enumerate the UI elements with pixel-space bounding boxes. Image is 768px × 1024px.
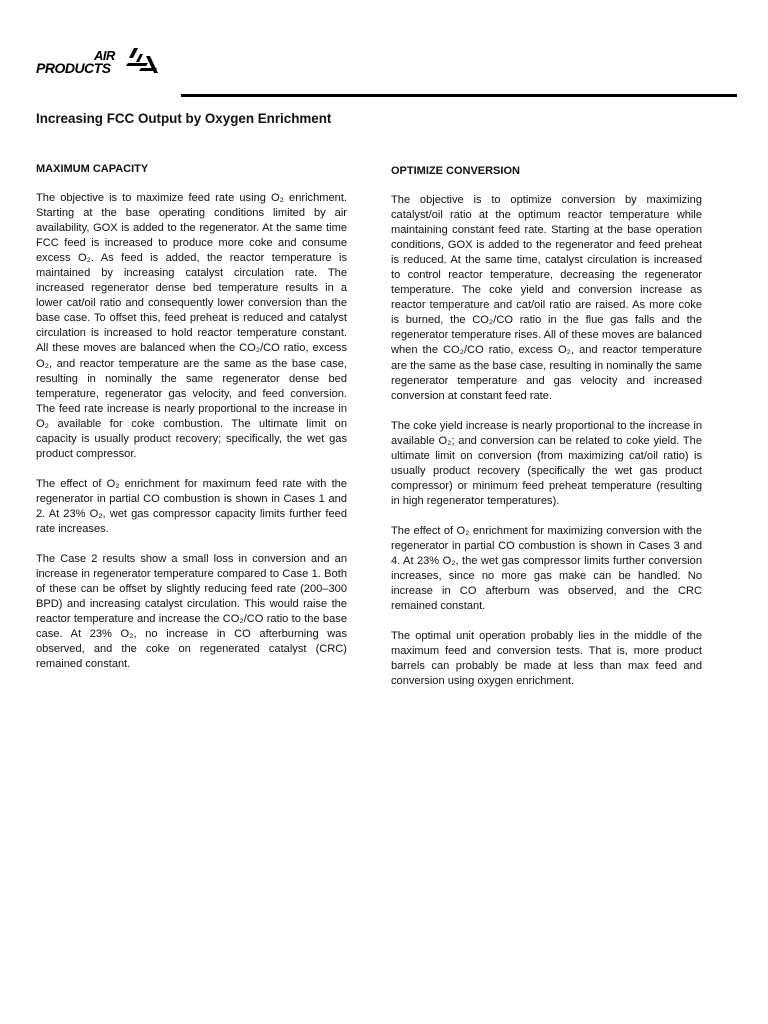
air-products-logo (36, 44, 162, 80)
document-title: Increasing FCC Output by Oxygen Enrichment (36, 111, 332, 126)
logo-line-air: AIR (94, 48, 115, 63)
section-heading-optimize-conversion: OPTIMIZE CONVERSION (391, 165, 520, 177)
paragraph: The Case 2 results show a small loss in conversion and an increase in regenerator temperature compared to Case 1. Both of these can be offset by slightly reducing feed rate (200–300 BPD) and increasing catalyst circulation. This would raise the reactor temperature and increase the CO₂/CO ratio to the base case. At 23% O₂, no increase in CO afterburning was observed, and the coke on regenerated catalyst (CRC) remained constant. (36, 553, 347, 671)
paragraph: The objective is to optimize conversion by maximizing catalyst/oil ratio at the optimum reactor temperature while maintaining constant feed rate. Starting at the base operation conditions, GOX is added to the regenerator and feed preheat is reduced. At the same time, catalyst circulation is increased to control reactor temperature, decreasing the regenerator temperature. The coke yield and conversion increase as reactor temperature and cat/oil ratio are raised. As more coke is burned, the CO₂/CO ratio in the flue gas falls and the regenerator temperature rises. All of these moves are balanced when the CO₂/CO ratio, excess O₂, and reactor temperature are the same as the base case, resulting in nominally the same regenerator temperature and gas velocity and increased conversion at constant feed rate. (391, 194, 702, 402)
logo-line-products: PRODUCTS (36, 60, 111, 76)
paragraph: The optimal unit operation probably lies in the middle of the maximum feed and conversion tests. That is, more product barrels can probably be made at less than max feed and conversion using oxygen enrichment. (391, 630, 702, 688)
right-column (391, 164, 702, 704)
left-column (36, 162, 347, 687)
paragraph: The effect of O₂ enrichment for maximum feed rate with the regenerator in partial CO combustion is shown in Cases 1 and 2. At 23% O₂, wet gas compressor capacity limits further feed rate increases. (36, 477, 347, 535)
header-rule (181, 94, 737, 97)
section-heading-maximum-capacity: MAXIMUM CAPACITY (36, 163, 149, 175)
paragraph: The effect of O₂ enrichment for maximizing conversion with the regenerator in partial CO combustion is shown in Cases 3 and 4. At 23% O₂, the wet gas compressor limits further conversion increases, since no more gas make can be handled. No increase in CO afterburn was observed, and the CRC remained constant. (391, 524, 702, 613)
paragraph: The objective is to maximize feed rate using O₂ enrichment. Starting at the base operating conditions limited by air availability, GOX is added to the regenerator. At the same time FCC feed is increased to produce more coke and consume excess O₂. As feed is added, the reactor temperature is maintained by increasing catalyst circulation rate. The increased regenerator dense bed temperature results in a lower cat/oil ratio and consequently lower conversion than the base case. To offset this, feed preheat is reduced and catalyst circulation is increased to hold reactor temperature constant. All these moves are balanced when the CO₂/CO ratio, excess O₂, and reactor temperature are the same as the base case, resulting in nominally the same regenerator dense bed temperature, regenerator gas velocity, and feed conversion. The feed rate increase is nearly proportional to the increase in O₂ available for coke combustion. The ultimate limit on capacity is usually product recovery; specifically, the wet gas product compressor. (36, 192, 347, 460)
logo-mark-icon (124, 46, 160, 76)
paragraph: The coke yield increase is nearly proportional to the increase in available O₂; and conversion can be related to coke yield. The ultimate limit on conversion (from maximizing cat/oil ratio) is usually product recovery (specifically the wet gas product compressor) or minimum feed preheat temperature (resulting in high regenerator temperatures). (391, 419, 702, 507)
